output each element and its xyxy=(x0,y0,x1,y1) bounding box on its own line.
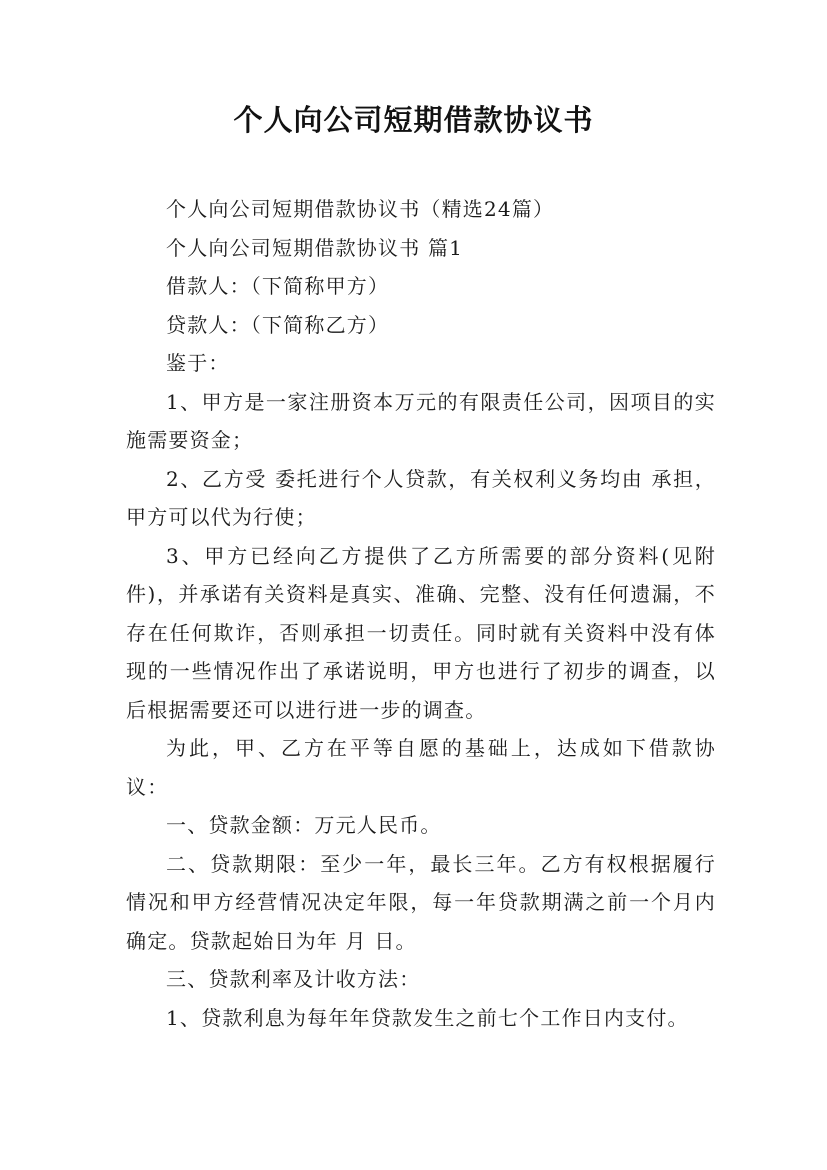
paragraph-subtitle: 个人向公司短期借款协议书（精选24篇） xyxy=(166,197,555,221)
paragraph-section-heading: 个人向公司短期借款协议书 篇1 xyxy=(166,235,464,260)
document-body xyxy=(126,190,716,1037)
paragraph-loan-term: 二、贷款期限：至少一年，最长三年。乙方有权根据履行情况和甲方经营情况决定年限，每一年贷款期满之前一个月内确定。贷款起始日为年 月 日。 xyxy=(126,851,716,953)
paragraph-clause-3: 3、甲方已经向乙方提供了乙方所需要的部分资料(见附件)，并承诺有关资料是真实、准确、完整、没有任何遗漏，不存在任何欺诈，否则承担一切责任。同时就有关资料中没有体现的一些情况作出了承诺说明，甲方也进行了初步的调查，以后根据需要还可以进行进一步的调查。 xyxy=(126,543,716,722)
paragraph-lender: 贷款人：（下简称乙方） xyxy=(166,312,390,337)
paragraph-interest-heading: 三、贷款利率及计收方法： xyxy=(166,967,421,991)
paragraph-borrower: 借款人：（下简称甲方） xyxy=(166,274,390,298)
paragraph-clause-2: 2、乙方受 委托进行个人贷款，有关权利义务均由 承担，甲方可以代为行使； xyxy=(126,466,716,529)
paragraph-agreement-intro: 为此，甲、乙方在平等自愿的基础上，达成如下借款协议： xyxy=(126,736,716,799)
document-title: 个人向公司短期借款协议书 xyxy=(233,103,594,137)
paragraph-loan-amount: 一、贷款金额：万元人民币。 xyxy=(166,813,442,837)
paragraph-clause-1: 1、甲方是一家注册资本万元的有限责任公司，因项目的实施需要资金； xyxy=(126,389,716,452)
paragraph-interest-clause-1: 1、贷款利息为每年年贷款发生之前七个工作日内支付。 xyxy=(166,1005,689,1030)
paragraph-whereas: 鉴于： xyxy=(166,351,230,375)
